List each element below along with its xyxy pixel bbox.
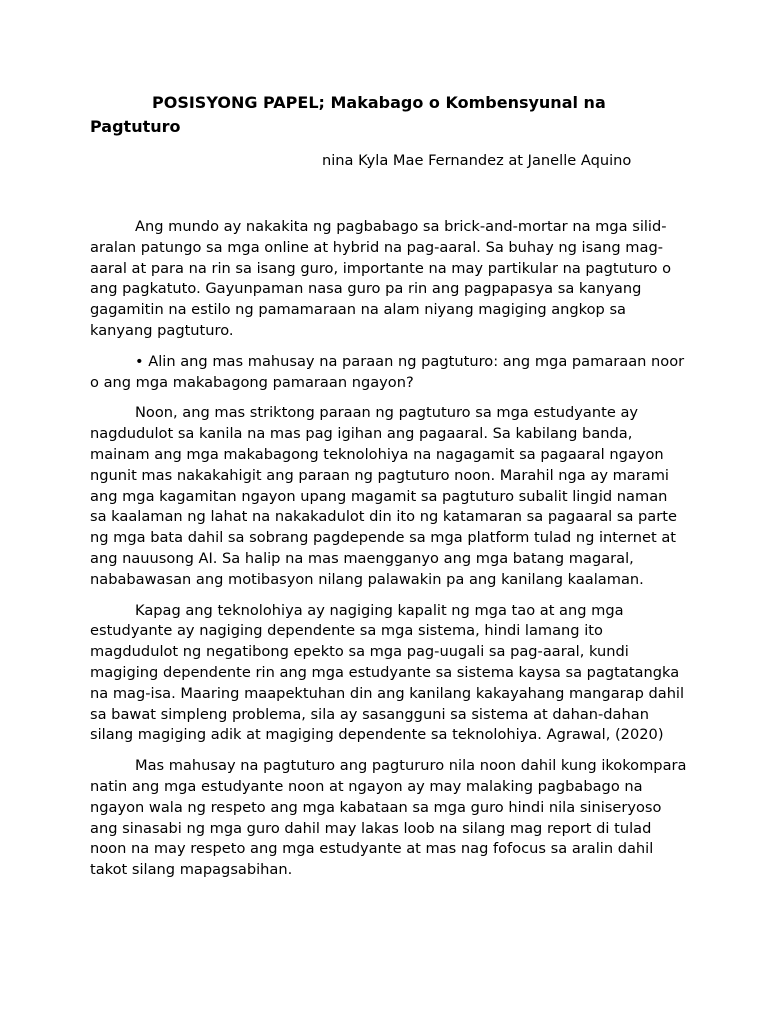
- paragraph-teknolohiya: Kapag ang teknolohiya ay nagiging kapalit ng mga tao at ang mga estudyante ay nagiging dependente sa mga sistema, hindi lamang ito magdudulot ng negatibong epekto sa mga pag-uugali sa pag-aaral, kundi magiging dependente rin ang mga estudyante sa sistema kaysa sa pagtatangka na mag-isa. Maaring maapektuhan din ang kanilang kakayahang mangarap dahil sa bawat simpleng problema, sila ay sasangguni sa sistema at dahan-dahan silang magiging adik at magiging dependente sa teknolohiya. Agrawal, (2020): [90, 601, 685, 744]
- document-title: POSISYONG PAPEL; Makabago o Kombensyunal na Pagtuturo: [90, 93, 606, 136]
- bullet-question: • Alin ang mas mahusay na paraan ng pagtuturo: ang mga pamaraan noor o ang mga makabagong pamaraan ngayon?: [90, 352, 685, 391]
- document-body: [90, 217, 688, 881]
- paragraph-intro: Ang mundo ay nakakita ng pagbabago sa brick-and-mortar na mga silid-aralan patungo sa mga online at hybrid na pag-aaral. Sa buhay ng isang mag-aaral at para na rin sa isang guro, importante na may partikular na pagtuturo o ang pagkatuto. Gayunpaman nasa guro pa rin ang pagpapasya sa kanyang gagamitin na estilo ng pamamaraan na alam niyang magiging angkop sa kanyang pagtuturo.: [90, 218, 671, 339]
- document-page: [90, 91, 688, 891]
- paragraph-noon: Noon, ang mas striktong paraan ng pagtuturo sa mga estudyante ay nagdudulot sa kanila na mas pag igihan ang pagaaral. Sa kabilang banda, mainam ang mga makabagong teknolohiya na nagagamit sa pagaaral ngayon ngunit mas nakakahigit ang paraan ng pagtuturo noon. Marahil nga ay marami ang mga kagamitan ngayon upang magamit sa pagtuturo subalit lingid naman sa kaalaman ng lahat na nakakadulot din ito ng katamaran sa pagaaral sa parte ng mga bata dahil sa sobrang pagdepende sa mga platform tulad ng internet at ang nauusong AI. Sa halip na mas maengganyo ang mga batang magaral, nababawasan ang motibasyon nilang palawakin pa ang kanilang kaalaman.: [90, 404, 677, 588]
- paragraph-mahusay: Mas mahusay na pagtuturo ang pagtururo nila noon dahil kung ikokompara natin ang mga estudyante noon at ngayon ay may malaking pagbabago na ngayon wala ng respeto ang mga kabataan sa mga guro hindi nila siniseryoso ang sinasabi ng mga guro dahil may lakas loob na silang mag report di tulad noon na may respeto ang mga estudyante at mas nag fofocus sa aralin dahil takot silang mapagsabihan.: [90, 757, 687, 879]
- document-authors: nina Kyla Mae Fernandez at Janelle Aquino: [322, 152, 632, 169]
